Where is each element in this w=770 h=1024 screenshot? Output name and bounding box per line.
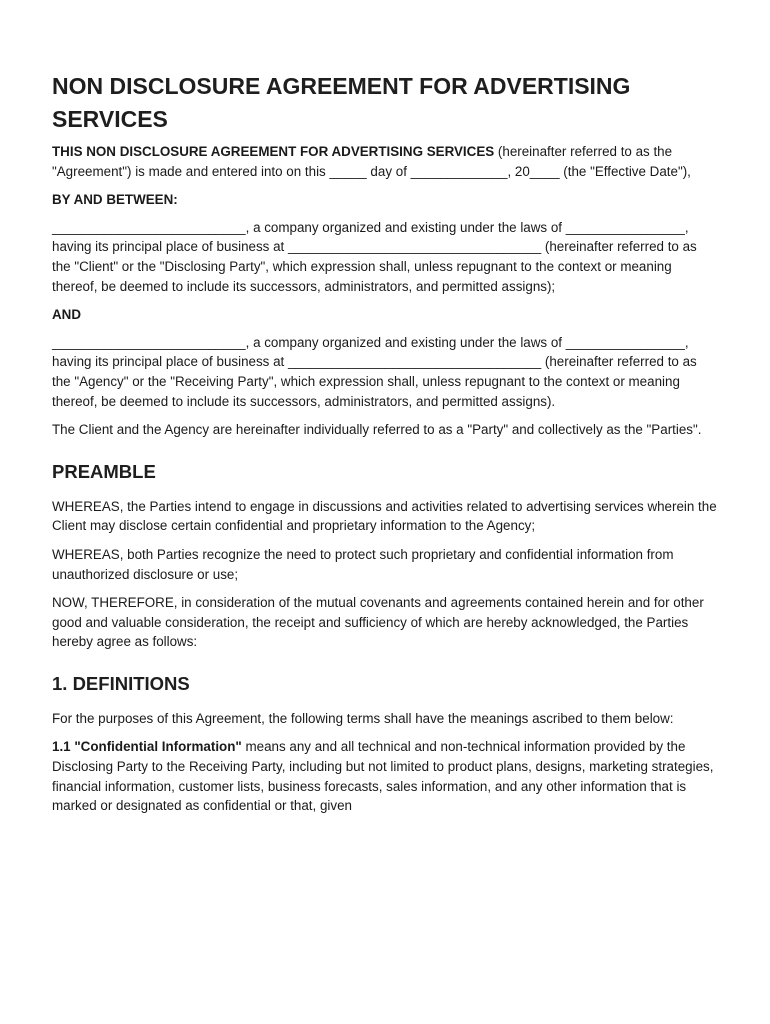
preamble-heading: PREAMBLE [52, 460, 156, 482]
and-label: AND [52, 307, 82, 323]
intro-text: (hereinafter referred to as the "Agreement") is made and entered into on this _____ day of _____________, 20____ (the "Effective Date"), [52, 144, 691, 179]
preamble-paragraph-1: WHEREAS, the Parties intend to engage in discussions and activities related to advertising services wherein the Client may disclose certain confidential and proprietary information to the Agency; [52, 498, 717, 534]
definition-1-1-term: 1.1 "Confidential Information" [52, 739, 242, 755]
party-one-paragraph: __________________________, a company organized and existing under the laws of ________________, having its principal place of business at __________________________________ (hereinafter referred to as the "Client" or the "Disclosing Party", which expression shall, unless repugnant to the context or meaning thereof, be deemed to include its successors, administrators, and permitted assigns); [52, 219, 697, 294]
definition-1-1 [52, 737, 718, 815]
intro-bold-lead: THIS NON DISCLOSURE AGREEMENT FOR ADVERTISING SERVICES [52, 144, 495, 159]
definitions-heading: 1. DEFINITIONS [52, 672, 190, 694]
parties-note-paragraph: The Client and the Agency are hereinafter individually referred to as a "Party" and collectively as the "Parties". [52, 422, 702, 438]
party-two-paragraph: __________________________, a company organized and existing under the laws of ________________, having its principal place of business at __________________________________ (hereinafter referred to as the "Agency" or the "Receiving Party", which expression shall, unless repugnant to the context or meaning thereof, be deemed to include its successors, administrators, and permitted assigns). [52, 334, 697, 409]
document-title: NON DISCLOSURE AGREEMENT FOR ADVERTISING SERVICES [52, 73, 631, 132]
definition-1-1-text: means any and all technical and non-technical information provided by the Disclosing Party to the Receiving Party, including but not limited to product plans, designs, marketing strategies, financial information, customer lists, business forecasts, sales information, and any other information that is marked or designated as confidential or that, given [52, 739, 714, 814]
preamble-paragraph-2: WHEREAS, both Parties recognize the need to protect such proprietary and confidential information from unauthorized disclosure or use; [52, 546, 674, 582]
definitions-intro: For the purposes of this Agreement, the following terms shall have the meanings ascribed to them below: [52, 710, 674, 726]
between-label: BY AND BETWEEN: [52, 192, 178, 208]
intro-paragraph [52, 142, 718, 181]
preamble-paragraph-3: NOW, THEREFORE, in consideration of the mutual covenants and agreements contained herein and for other good and valuable consideration, the receipt and sufficiency of which are hereby acknowledged, the Parties hereby agree as follows: [52, 595, 704, 650]
